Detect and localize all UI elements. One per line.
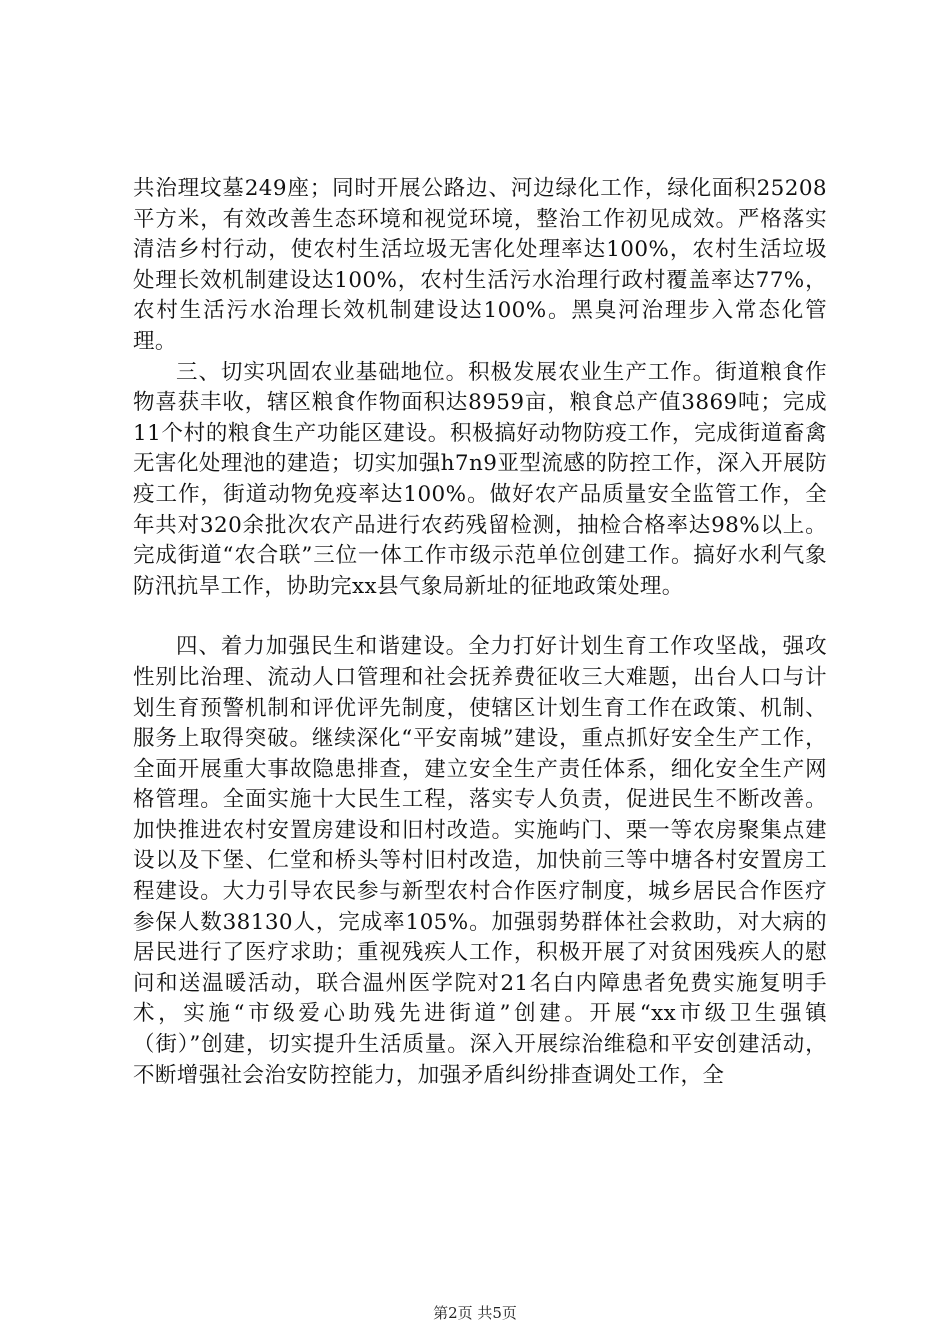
document-body	[133, 174, 827, 1091]
paragraph-livelihood: 四、着力加强民生和谐建设。全力打好计划生育工作攻坚战，强攻性别比治理、流动人口管理和社会抚养费征收三大难题，出台人口与计划生育预警机制和评优评先制度，使辖区计划生育工作在政策、机制、服务上取得突破。继续深化“平安南城”建设，重点抓好安全生产工作，全面开展重大事故隐患排查，建立安全生产责任体系，细化安全生产网格管理。全面实施十大民生工程，落实专人负责，促进民生不断改善。加快推进农村安置房建设和旧村改造。实施屿门、栗一等农房聚集点建设以及下堡、仁堂和桥头等村旧村改造，加快前三等中塘各村安置房工程建设。大力引导农民参与新型农村合作医疗制度，城乡居民合作医疗参保人数38130人，完成率105%。加强弱势群体社会救助，对大病的居民进行了医疗求助；重视残疾人工作，积极开展了对贫困残疾人的慰问和送温暖活动，联合温州医学院对21名白内障患者免费实施复明手术，实施“市级爱心助残先进街道”创建。开展“xx市级卫生强镇（街）”创建，切实提升生活质量。深入开展综治维稳和平安创建活动，不断增强社会治安防控能力，加强矛盾纠纷排查调处工作，全	[133, 634, 827, 1088]
paragraph-environment-continued: 共治理坟墓249座；同时开展公路边、河边绿化工作，绿化面积25208平方米，有效改善生态环境和视觉环境，整治工作初见成效。严格落实清洁乡村行动，使农村生活垃圾无害化处理率达100%，农村生活垃圾处理长效机制建设达100%，农村生活污水治理行政村覆盖率达77%，农村生活污水治理长效机制建设达100%。黑臭河治理步入常态化管理。	[133, 176, 827, 354]
paragraph-spacer	[133, 602, 827, 632]
paragraph-agriculture: 三、切实巩固农业基础地位。积极发展农业生产工作。街道粮食作物喜获丰收，辖区粮食作物面积达8959亩，粮食总产值3869吨；完成11个村的粮食生产功能区建设。积极搞好动物防疫工作，完成街道畜禽无害化处理池的建造；切实加强h7n9亚型流感的防控工作，深入开展防疫工作，街道动物免疫率达100%。做好农产品质量安全监管工作，全年共对320余批次农产品进行农药残留检测，抽检合格率达98%以上。完成街道“农合联”三位一体工作市级示范单位创建工作。搞好水利气象防汛抗旱工作，协助完xx县气象局新址的征地政策处理。	[133, 359, 827, 599]
page-number-footer: 第2页 共5页	[433, 1304, 517, 1322]
